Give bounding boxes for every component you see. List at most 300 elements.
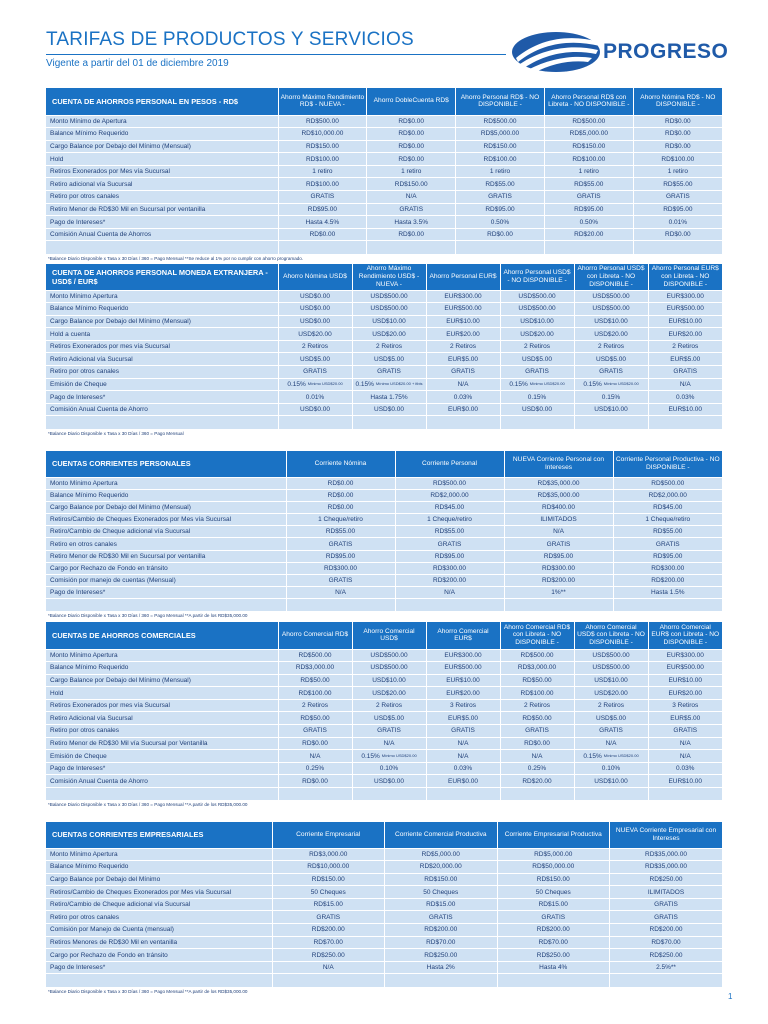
cell-value: RD$15.00 — [313, 901, 343, 909]
table-cell — [574, 737, 648, 750]
cell-value: 0.15% — [583, 752, 602, 760]
cell-value: GRATIS — [310, 193, 335, 201]
table-cell — [278, 788, 352, 801]
column-header: Corriente Personal — [395, 451, 504, 477]
table-cell — [278, 353, 352, 366]
table-cell — [648, 303, 722, 316]
table-cell — [426, 699, 500, 712]
row-label: Retiros Exonerados por Mes vía Sucursal — [46, 165, 278, 178]
cell-value: RD$150.00 — [536, 875, 570, 883]
cell-value: RD$55.00 — [434, 528, 465, 536]
cell-value: USD$10.00 — [594, 676, 628, 684]
table-cell — [278, 737, 352, 750]
table-cell — [352, 353, 426, 366]
cell-value: RD$5,000.00 — [421, 850, 460, 858]
cell-value: USD$5.00 — [522, 355, 552, 363]
cell-value: 2 Retiros — [523, 702, 550, 710]
table-cell — [352, 391, 426, 404]
table-row — [46, 649, 722, 662]
cell-value: RD$150.00 — [311, 875, 345, 883]
cell-value: USD$0.00 — [374, 777, 404, 785]
cell-value: RD$500.00 — [572, 117, 606, 125]
table-cell — [574, 340, 648, 353]
table-cell — [278, 750, 352, 763]
cell-value: EUR$20.00 — [446, 330, 480, 338]
cell-value: RD$0.00 — [398, 231, 425, 239]
table-cell — [504, 477, 613, 489]
table-cell — [352, 762, 426, 775]
table-cell — [286, 587, 395, 599]
cell-value: RD$0.00 — [327, 491, 354, 499]
cell-value: 0.03% — [676, 393, 695, 401]
cell-value: RD$300.00 — [433, 564, 466, 572]
row-label: Comisión Anual Cuenta de Ahorro — [46, 775, 278, 788]
table-cell — [500, 775, 574, 788]
cell-value: RD$150.00 — [572, 142, 606, 150]
table-cell — [385, 949, 498, 962]
row-label: Retiro Adicional vía Sucursal — [46, 353, 278, 366]
column-header: Ahorro Personal USD$ con Libreta - NO DISPONIBLE - — [574, 264, 648, 290]
cell-value: ILIMITADOS — [540, 516, 577, 524]
cell-value: RD$5,000.00 — [534, 850, 573, 858]
table-cell — [278, 378, 352, 391]
row-label: Pago de Intereses* — [46, 762, 278, 775]
row-label: Cargo Balance por Debajo del Mínimo (Mensual) — [46, 674, 278, 687]
cell-value: 0.03% — [453, 765, 473, 773]
cell-minimum-note: Mínimo USD$20.00 — [307, 381, 343, 387]
table-cell — [574, 687, 648, 700]
table-cell — [633, 128, 722, 141]
table-cell — [367, 115, 456, 128]
cell-value: 0.15% — [509, 380, 528, 388]
cell-value: RD$200.00 — [651, 577, 685, 585]
cell-value: RD$250.00 — [649, 875, 683, 883]
table-cell — [385, 911, 498, 924]
cell-value: RD$35,000.00 — [645, 850, 687, 858]
cell-value: RD$20.00 — [574, 231, 604, 239]
table-cell — [544, 241, 633, 254]
cell-value: 1 Cheque/retiro — [427, 516, 472, 524]
table-cell — [613, 526, 722, 538]
cell-value: RD$15.00 — [426, 901, 456, 909]
cell-value: 0.25% — [305, 765, 325, 773]
table-cell — [395, 599, 504, 611]
logo-wordmark: PROGRESO — [603, 40, 729, 63]
cell-value: USD$0.00 — [300, 317, 330, 325]
table-row — [46, 128, 722, 141]
cell-value: N/A — [322, 964, 334, 972]
table-row — [46, 403, 722, 416]
table-cell — [456, 128, 545, 141]
cell-value: RD$3,000.00 — [295, 664, 335, 672]
table-cell — [610, 861, 723, 874]
table-cell — [633, 153, 722, 166]
table-cell — [610, 911, 723, 924]
cell-value: EUR$300.00 — [444, 651, 482, 659]
table-cell — [500, 403, 574, 416]
table-cell — [544, 115, 633, 128]
cell-value: RD$35,000.00 — [645, 863, 687, 871]
cell-value: EUR$500.00 — [444, 664, 482, 672]
row-label: Comisión Anual Cuenta de Ahorros — [46, 228, 278, 241]
table-row — [46, 115, 722, 128]
cell-value: USD$500.00 — [370, 292, 408, 300]
table-cell — [648, 290, 722, 303]
cell-value: RD$100.00 — [298, 689, 332, 697]
table-cell — [613, 514, 722, 526]
cell-value: ILIMITADOS — [647, 888, 685, 896]
cell-value: USD$10.00 — [594, 317, 628, 325]
cell-value: USD$10.00 — [594, 406, 628, 414]
table-cell — [278, 128, 367, 141]
table-body — [46, 290, 722, 429]
section-corrientes-personales — [46, 451, 722, 621]
table-cell — [426, 303, 500, 316]
cell-value: USD$5.00 — [300, 355, 330, 363]
cell-value: GRATIS — [654, 913, 678, 921]
cell-value: RD$200.00 — [542, 577, 575, 585]
section-ahorros-comerciales — [46, 622, 722, 810]
table-cell — [286, 477, 395, 489]
cell-value: 1 retiro — [667, 168, 688, 176]
table-cell — [278, 191, 367, 204]
table-cell — [352, 649, 426, 662]
row-label: Retiro Adicional vía Sucursal — [46, 712, 278, 725]
cell-value: RD$20.00 — [522, 777, 552, 785]
table-cell — [352, 378, 426, 391]
cell-value: RD$95.00 — [434, 552, 465, 560]
table-row — [46, 353, 722, 366]
cell-value: RD$10,000.00 — [301, 130, 344, 138]
document-subtitle: Vigente a partir del 01 de diciembre 2019 — [46, 58, 229, 69]
column-header: Ahorro Personal EUR$ — [426, 264, 500, 290]
table-cell — [574, 649, 648, 662]
cell-value: RD$150.00 — [305, 142, 339, 150]
table-cell — [500, 712, 574, 725]
table-row — [46, 861, 722, 874]
row-label: Retiro por otros canales — [46, 725, 278, 738]
cell-value: RD$45.00 — [434, 503, 465, 511]
table-cell — [504, 501, 613, 513]
table-cell — [278, 228, 367, 241]
cell-value: USD$5.00 — [374, 355, 404, 363]
table-row — [46, 153, 722, 166]
cell-value: GRATIS — [303, 368, 327, 376]
table-cell — [46, 788, 278, 801]
cell-value: N/A — [405, 193, 417, 201]
table-cell — [278, 403, 352, 416]
table-cell — [500, 737, 574, 750]
table-cell — [395, 526, 504, 538]
table-row — [46, 699, 722, 712]
table-cell — [633, 228, 722, 241]
table-header-row — [46, 264, 722, 290]
row-label: Retiros Exonerados por mes vía Sucursal — [46, 340, 278, 353]
table-cell — [278, 303, 352, 316]
cell-value: RD$10,000.00 — [307, 863, 350, 871]
cell-value: N/A — [605, 739, 617, 747]
row-label: Retiro Menor de RD$30 Mil vía Sucursal por Ventanilla — [46, 737, 278, 750]
cell-value: GRATIS — [451, 727, 475, 735]
table-cell — [46, 416, 278, 429]
row-label: Retiros/Cambio de Cheques Exonerados por Mes vía Sucursal — [46, 886, 272, 899]
table-cell — [426, 649, 500, 662]
table-cell — [633, 178, 722, 191]
table-row — [46, 489, 722, 501]
table-cell — [574, 303, 648, 316]
cell-value: RD$250.00 — [424, 951, 458, 959]
table-cell — [456, 203, 545, 216]
row-label: Monto Mínimo Apertura — [46, 649, 278, 662]
column-header: Ahorro Comercial EUR$ con Libreta - NO DISPONIBLE - — [648, 622, 722, 649]
cell-value: Hasta 1.75% — [370, 393, 408, 401]
row-label: Retiros Menores de RD$30 Mil en ventanilla — [46, 936, 272, 949]
cell-value: GRATIS — [599, 368, 623, 376]
table-row — [46, 898, 722, 911]
cell-value: RD$5,000.00 — [480, 130, 520, 138]
table-cell — [278, 687, 352, 700]
cell-value: RD$500.00 — [298, 651, 332, 659]
table-cell — [352, 315, 426, 328]
table-cell — [633, 115, 722, 128]
cell-value: 2.5%** — [656, 964, 676, 972]
table-cell — [497, 961, 610, 974]
cell-value: RD$0.00 — [309, 231, 336, 239]
cell-value: USD$20.00 — [594, 330, 628, 338]
table-cell — [395, 587, 504, 599]
cell-value: USD$0.00 — [300, 305, 330, 313]
table-cell — [367, 140, 456, 153]
cell-value: USD$500.00 — [518, 292, 556, 300]
column-header: Ahorro Personal RD$ con Libreta - NO DISPONIBLE - — [544, 88, 633, 115]
table-cell — [610, 974, 723, 987]
footnote: *Balance Diario Disponible x Tasa x 30 Días / 360 = Pago Mensual — [48, 430, 184, 436]
table-cell — [648, 750, 722, 763]
cell-value: RD$55.00 — [485, 180, 515, 188]
cell-value: N/A — [679, 739, 691, 747]
cell-value: RD$2,000.00 — [430, 491, 469, 499]
table-row — [46, 178, 722, 191]
column-header: Ahorro Máximo Rendimiento RD$ - NUEVA - — [278, 88, 367, 115]
table-cell — [395, 477, 504, 489]
table-cell — [426, 662, 500, 675]
section-ahorros-personal-pesos — [46, 88, 722, 264]
cell-value: EUR$20.00 — [446, 689, 480, 697]
cell-value: RD$0.00 — [398, 130, 425, 138]
cell-value: 2 Retiros — [672, 343, 699, 351]
table-row-empty — [46, 416, 722, 429]
cell-value: 1 retiro — [401, 168, 422, 176]
table-cell — [352, 712, 426, 725]
table-cell — [497, 924, 610, 937]
table-row — [46, 949, 722, 962]
table-cell — [278, 416, 352, 429]
table-cell — [385, 861, 498, 874]
table-cell — [272, 886, 385, 899]
table-row — [46, 911, 722, 924]
table-cell — [544, 228, 633, 241]
table-cell — [395, 489, 504, 501]
cell-value: EUR$10.00 — [668, 406, 703, 414]
cell-value: 2 Retiros — [375, 702, 402, 710]
row-label: Retiro por otros canales — [46, 911, 272, 924]
cell-value: RD$15.00 — [538, 901, 568, 909]
column-header: Corriente Personal Productiva - NO DISPONIBLE - — [613, 451, 722, 477]
table-row — [46, 228, 722, 241]
table-cell — [610, 961, 723, 974]
column-header: Corriente Empresarial — [272, 822, 385, 848]
cell-value: GRATIS — [488, 193, 512, 201]
table-cell — [278, 674, 352, 687]
cell-minimum-note: Mínimo USD$20.00 + itbis — [375, 381, 423, 387]
table-cell — [395, 575, 504, 587]
footnote: *Balance Diario Disponible x Tasa x 30 Días / 360 = Pago Mensual **Se reduce al 1% por no cumplir con ahorro programado. — [48, 255, 304, 261]
table-cell — [544, 140, 633, 153]
footnote: *Balance Diario Disponible x Tasa x 30 Días / 360 = Pago Mensual **A partir de los RD$35,000.00 — [48, 802, 248, 808]
row-label: Hold — [46, 687, 278, 700]
table-cell — [648, 775, 722, 788]
cell-value: GRATIS — [316, 913, 341, 921]
cell-value: EUR$10.00 — [446, 676, 480, 684]
row-label: Retiros Exonerados por mes vía Sucursal — [46, 699, 278, 712]
table-cell — [367, 153, 456, 166]
cell-value: 1%** — [551, 589, 566, 597]
table-cell — [610, 936, 723, 949]
table-row-empty — [46, 974, 722, 987]
cell-value: EUR$300.00 — [444, 292, 482, 300]
section-title: CUENTAS DE AHORROS COMERCIALES — [46, 622, 278, 649]
cell-value: RD$95.00 — [307, 205, 338, 213]
cell-value: EUR$20.00 — [668, 330, 703, 338]
cell-value: RD$50,000.00 — [532, 863, 575, 871]
cell-value: RD$200.00 — [433, 577, 466, 585]
table-cell — [278, 366, 352, 379]
table-cell — [278, 203, 367, 216]
table-cell — [286, 526, 395, 538]
cell-value: USD$5.00 — [596, 714, 626, 722]
cell-value: 0.01% — [305, 393, 325, 401]
table-cell — [367, 191, 456, 204]
cell-value: USD$0.00 — [374, 406, 404, 414]
cell-value: RD$0.00 — [398, 155, 425, 163]
table-cell — [426, 725, 500, 738]
cell-value: 1 Cheque/retiro — [318, 516, 363, 524]
section-title: CUENTA DE AHORROS PERSONAL MONEDA EXTRANJERA - USD$ / EUR$ — [46, 264, 278, 290]
table-row — [46, 725, 722, 738]
table-cell — [504, 562, 613, 574]
table-cell — [544, 203, 633, 216]
table-cell — [574, 391, 648, 404]
cell-value: 50 Cheques — [423, 888, 459, 896]
row-label: Retiro por otros canales — [46, 191, 278, 204]
table-row-empty — [46, 241, 722, 254]
table-cell — [272, 961, 385, 974]
table-row — [46, 873, 722, 886]
table-row — [46, 303, 722, 316]
table-cell — [278, 662, 352, 675]
table-row — [46, 526, 722, 538]
table-cell — [278, 178, 367, 191]
table-cell — [574, 290, 648, 303]
cell-value: GRATIS — [377, 368, 401, 376]
table-row — [46, 290, 722, 303]
row-label: Hold a cuenta — [46, 328, 278, 341]
table-cell — [426, 737, 500, 750]
cell-value: 2 Retiros — [449, 343, 476, 351]
cell-value: GRATIS — [541, 913, 566, 921]
row-label: Balance Mínimo Requerido — [46, 303, 278, 316]
cell-value: 0.01% — [668, 218, 688, 226]
cell-value: GRATIS — [377, 727, 401, 735]
cell-minimum-note: Mínimo USD$20.00 — [529, 381, 565, 387]
table-cell — [278, 140, 367, 153]
table-cell — [385, 848, 498, 861]
table-cell — [613, 501, 722, 513]
cell-value: RD$300.00 — [651, 564, 685, 572]
cell-value: 0.15% — [355, 380, 374, 388]
section-ahorros-moneda-extranjera — [46, 264, 722, 439]
row-label: Monto Mínimo Apertura — [46, 848, 272, 861]
table-cell — [610, 898, 723, 911]
cell-value: RD$95.00 — [485, 205, 515, 213]
table-cell — [367, 128, 456, 141]
cell-value: RD$100.00 — [661, 155, 695, 163]
table-cell — [500, 762, 574, 775]
row-label: Balance Mínimo Requerido — [46, 861, 272, 874]
cell-value: Hasta 3.5% — [394, 218, 428, 226]
cell-value: RD$0.00 — [665, 231, 691, 239]
table-cell — [385, 974, 498, 987]
column-header: Corriente Nómina — [286, 451, 395, 477]
row-label: Retiros/Cambio de Cheques Exonerados por Mes vía Sucursal — [46, 514, 286, 526]
cell-value: RD$0.00 — [398, 142, 425, 150]
table-cell — [426, 750, 500, 763]
table-cell — [648, 391, 722, 404]
cell-value: EUR$500.00 — [666, 305, 704, 313]
table-cell — [272, 848, 385, 861]
table-cell — [395, 562, 504, 574]
cell-value: USD$10.00 — [520, 317, 554, 325]
cell-value: RD$0.00 — [665, 130, 691, 138]
cell-value: GRATIS — [328, 540, 353, 548]
table-cell — [456, 140, 545, 153]
page-header — [0, 0, 768, 80]
cell-value: 0.03% — [453, 393, 473, 401]
column-header: NUEVA Corriente Personal con Intereses — [504, 451, 613, 477]
table-cell — [610, 924, 723, 937]
table-cell — [648, 315, 722, 328]
table-cell — [395, 550, 504, 562]
table-cell — [500, 290, 574, 303]
cell-value: RD$200.00 — [424, 926, 458, 934]
row-label: Cargo Balance por Debajo del Mínimo (Mensual) — [46, 315, 278, 328]
table-cell — [272, 873, 385, 886]
table-cell — [500, 674, 574, 687]
row-label: Retiro en otros canales — [46, 538, 286, 550]
table-cell — [278, 241, 367, 254]
cell-value: USD$500.00 — [592, 305, 630, 313]
table-cell — [385, 961, 498, 974]
cell-value: RD$500.00 — [651, 479, 685, 487]
table-row — [46, 712, 722, 725]
cell-value: N/A — [679, 752, 691, 760]
table-row — [46, 936, 722, 949]
row-label: Comisión por Manejo de Cuenta (mensual) — [46, 924, 272, 937]
cell-minimum-note: Mínimo USD$20.00 — [603, 381, 639, 387]
table-cell — [367, 203, 456, 216]
table-cell — [648, 378, 722, 391]
table-cell — [426, 315, 500, 328]
